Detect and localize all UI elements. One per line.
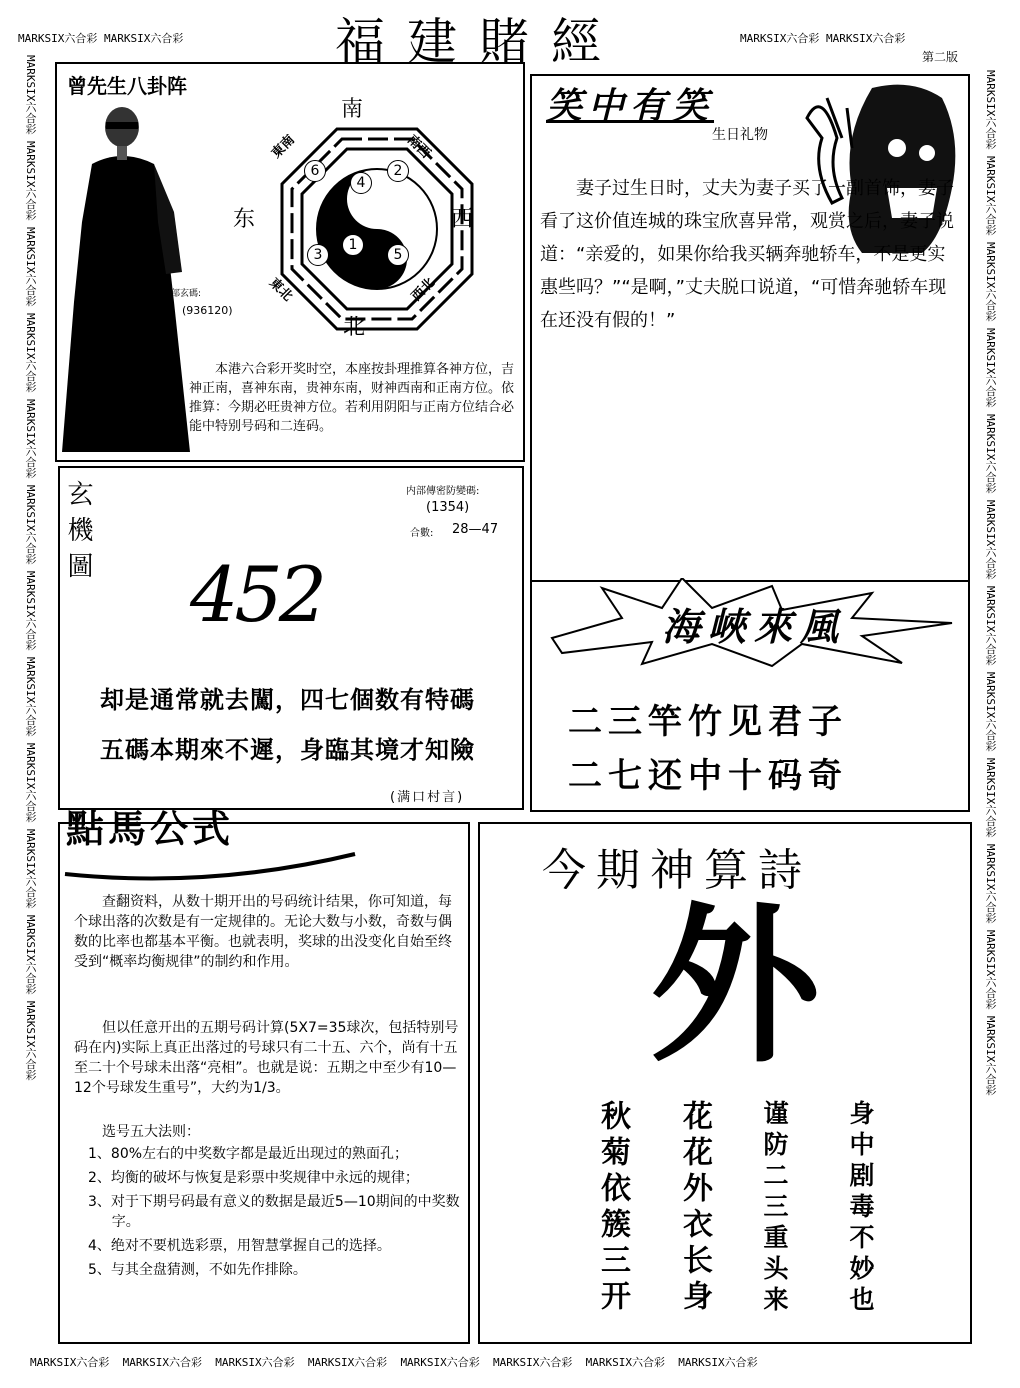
bagua-diagram	[257, 124, 497, 344]
poem-heading: 今期神算詩	[542, 845, 812, 896]
formula-rule: 3、对于下期号码最有意义的数据是最近5—10期间的中奖数字。	[88, 1194, 460, 1230]
haixia-line2: 二七还中十码奇	[568, 756, 848, 796]
formula-rules-list	[88, 1144, 460, 1280]
direction-northwest: 西北	[408, 275, 438, 305]
xuanji-source: (满口村言)	[390, 790, 465, 805]
direction-southwest: 南西	[404, 132, 434, 162]
bagua-code-label: 内部玄碼:	[162, 289, 202, 299]
direction-northeast: 東北	[266, 275, 296, 305]
bagua-number: 2	[387, 160, 409, 182]
poem-big-character: 外	[650, 886, 821, 1086]
xuanji-code-value: (1354)	[426, 500, 470, 515]
joke-subtitle: 生日礼物	[712, 127, 768, 143]
page-title: 福建賭經	[335, 13, 623, 71]
joke-heading: 笑中有笑	[546, 85, 715, 127]
xuanji-line2: 五碼本期來不遲，身臨其境才知險	[100, 736, 475, 764]
direction-south: 南	[341, 97, 364, 122]
poem-column-3: 谨防二三重头来	[760, 1100, 789, 1317]
direction-north: 北	[343, 315, 366, 340]
xuanji-drawn-number: 452	[190, 550, 324, 639]
poem-panel	[478, 822, 972, 1344]
right-strip: MARKSIX六合彩 MARKSIX六合彩 MARKSIX六合彩 MARKSIX六合彩 MARKSIX六合彩 MARKSIX六合彩 MARKSIX六合彩 MARKSIX六合彩 MARKSIX六合彩 MARKSIX六合彩 MARKSIX六合彩 MARKSIX六合彩	[984, 70, 997, 1096]
formula-rule: 2、均衡的破坏与恢复是彩票中奖规律中永远的规律；	[88, 1170, 419, 1186]
bagua-code-value: (936120)	[182, 304, 233, 317]
xuanji-sum-value: 28—47	[452, 522, 499, 537]
xuanji-code-label: 内部傳密防變碼:	[406, 486, 480, 497]
poem-column-4: 身中剧毒不妙也	[846, 1100, 875, 1317]
bagua-number: 5	[387, 244, 409, 266]
joke-panel	[530, 74, 970, 582]
bagua-panel	[55, 62, 525, 462]
bagua-number: 3	[307, 244, 329, 266]
bagua-description: 本港六合彩开奖时空，本座按卦理推算各神方位，吉神正南，喜神东南，贵神东南，财神西南和正南方位。依推算：今期必旺贵神方位。若利用阴阳与正南方位结合必能中特别号码和二连码。	[189, 362, 515, 434]
xuanji-line1: 却是通常就去闖，四七個数有特碼	[100, 686, 475, 714]
formula-rule: 5、与其全盘猜测，不如先作排除。	[88, 1262, 307, 1278]
formula-panel	[58, 806, 470, 1344]
poem-column-1: 秋菊依簇三开	[595, 1100, 630, 1316]
xuanji-panel	[58, 466, 524, 810]
haixia-panel	[530, 580, 970, 812]
haixia-line1: 二三竿竹见君子	[568, 702, 848, 742]
haixia-heading: 海峽來風	[662, 604, 847, 649]
formula-rule: 4、绝对不要机选彩票，用智慧掌握自己的选择。	[88, 1238, 391, 1254]
xuanji-heading: 玄機圖	[63, 480, 93, 588]
formula-rule: 1、80%左右的中奖数字都是最近出现过的熟面孔；	[88, 1146, 409, 1162]
left-strip: MARKSIX六合彩 MARKSIX六合彩 MARKSIX六合彩 MARKSIX六合彩 MARKSIX六合彩 MARKSIX六合彩 MARKSIX六合彩 MARKSIX六合彩 MARKSIX六合彩 MARKSIX六合彩 MARKSIX六合彩 MARKSIX六合彩	[24, 55, 37, 1081]
joke-body	[540, 172, 960, 337]
direction-east: 东	[233, 207, 256, 232]
joke-body-text: 妻子过生日时，丈夫为妻子买了一副首饰，妻子看了这价值连城的珠宝欣喜异常，观赏之后，妻子说道：“亲爱的，如果你给我买辆奔驰轿车，不是更实惠些吗？”“是啊，”丈夫脱口说道，“可惜奔驰轿车现在还没有假的！”	[540, 178, 954, 331]
bagua-heading: 曾先生八卦阵	[67, 74, 187, 98]
edition-label: 第二版	[922, 50, 959, 64]
formula-paragraph-1: 查翻资料，从数十期开出的号码统计结果，你可知道，每个球出落的次数是有一定规律的。无论大数与小数，奇数与偶数的比率也都基本平衡。也就表明，奖球的出没变化自始至终受到“概率均衡规律”的制约和作用。	[74, 894, 452, 970]
formula-paragraph-2: 但以任意开出的五期号码计算(5X7=35球次，包括特别号码在内)实际上真正出落过的号球只有二十五、六个，尚有十五至二十个号球未出落“亮相”。也就是说：五期之中至少有10—12个号球发生重号”，大约为1/3。	[74, 1020, 459, 1096]
top-right-strip: MARKSIX六合彩 MARKSIX六合彩	[740, 32, 906, 45]
formula-heading: 點馬公式	[66, 806, 235, 851]
direction-southeast: 東南	[268, 132, 298, 162]
bottom-strip: MARKSIX六合彩 MARKSIX六合彩 MARKSIX六合彩 MARKSIX六合彩 MARKSIX六合彩 MARKSIX六合彩 MARKSIX六合彩 MARKSIX六合彩	[30, 1356, 758, 1369]
top-left-strip: MARKSIX六合彩 MARKSIX六合彩	[18, 32, 184, 45]
poem-column-2: 花花外衣长身	[677, 1100, 712, 1316]
formula-rules-title: 选号五大法则：	[102, 1124, 200, 1140]
direction-west: 西	[451, 207, 474, 232]
bagua-number: 1	[342, 234, 364, 256]
xuanji-sum-label: 合數:	[410, 528, 434, 539]
bagua-number: 6	[304, 160, 326, 182]
bagua-number: 4	[350, 172, 372, 194]
